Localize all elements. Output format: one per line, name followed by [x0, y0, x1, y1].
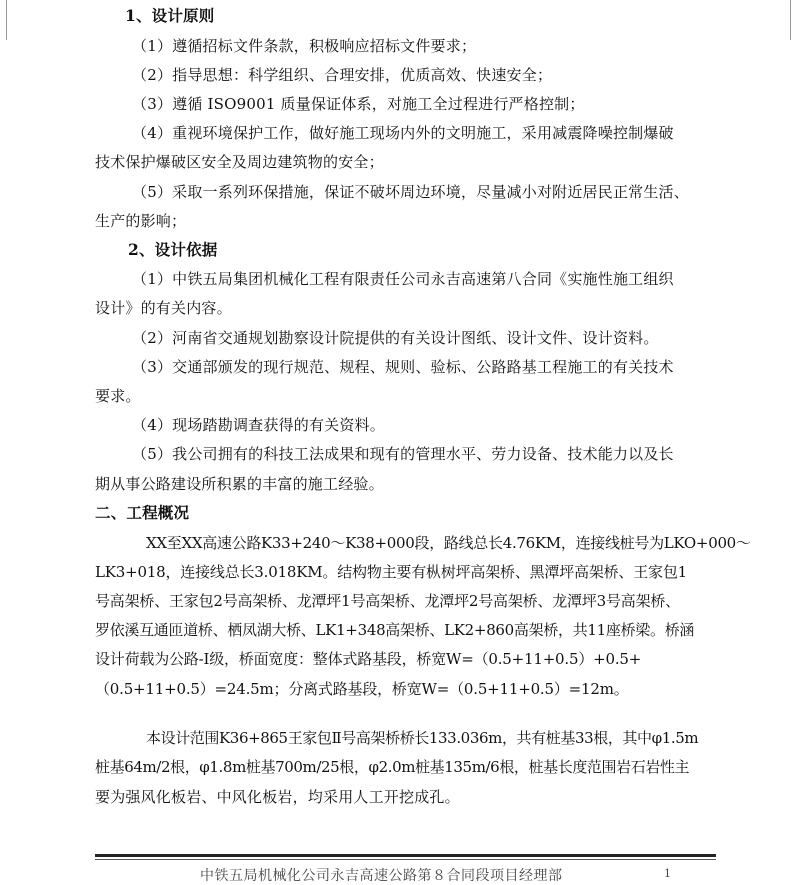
paragraph-line: 期从事公路建设所积累的丰富的施工经验。: [95, 475, 384, 493]
paragraph-line: 要求。: [95, 387, 141, 405]
paragraph-line: （1）中铁五局集团机械化工程有限责任公司永吉高速第八合同《实施性施工组织: [132, 270, 674, 288]
footer-text: 中铁五局机械化公司永吉高速公路第８合同段项目经理部: [200, 868, 563, 884]
paragraph-line: （3）交通部颁发的现行规范、规程、规则、验标、公路路基工程施工的有关技术: [132, 358, 674, 376]
paragraph-line: （5）采取一系列环保措施，保证不破坏周边环境，尽量减小对附近居民正常生活、: [132, 183, 689, 201]
paragraph-line: （4）重视环境保护工作，做好施工现场内外的文明施工，采用减震降噪控制爆破: [132, 124, 674, 142]
paragraph-line: （2）指导思想：科学组织、合理安排，优质高效、快速安全；: [132, 66, 553, 84]
paragraph-line: 设计荷载为公路-I级，桥面宽度：整体式路基段，桥宽W=（0.5+11+0.5）+0.5+: [95, 650, 642, 668]
left-margin-mark: [0, 0, 7, 40]
paragraph-line: 本设计范围K36+865王家包Ⅱ号高架桥桥长133.036m，共有桩基33根，其中φ1.5m: [146, 729, 699, 747]
paragraph-line: XX至XX高速公路K33+240～K38+000段，路线总长4.76KM，连接线桩号为LKO+000～: [146, 534, 751, 552]
paragraph-line: 设计》的有关内容。: [95, 299, 232, 317]
paragraph-line: （0.5+11+0.5）=24.5m；分离式路基段，桥宽W=（0.5+11+0.5）=12m。: [95, 680, 629, 698]
paragraph-line: （2）河南省交通规划勘察设计院提供的有关设计图纸、设计文件、设计资料。: [132, 329, 659, 347]
footer-rule: [95, 854, 716, 857]
paragraph-line: （4）现场踏勘调查获得的有关资料。: [132, 416, 385, 434]
paragraph-line: LK3+018，连接线总长3.018KM。结构物主要有枞树坪高架桥、黑潭坪高架桥、王家包1: [95, 563, 687, 581]
section-heading-design-basis: 2、设计依据: [128, 240, 218, 259]
paragraph-line: （5）我公司拥有的科技工法成果和现有的管理水平、劳力设备、技术能力以及长: [132, 445, 674, 463]
paragraph-line: （3）遵循 ISO9001 质量保证体系，对施工全过程进行严格控制；: [132, 95, 585, 113]
paragraph-line: 桩基64m/2根，φ1.8m桩基700m/25根，φ2.0m桩基135m/6根，桩基长度范围岩石岩性主: [95, 758, 690, 776]
right-margin-mark: [790, 0, 797, 40]
section-heading-design-principles: 1、设计原则: [125, 6, 215, 25]
section-heading-project-overview: 二、工程概况: [95, 503, 190, 522]
paragraph-line: （1）遵循招标文件条款，积极响应招标文件要求；: [132, 37, 477, 55]
paragraph-line: 技术保护爆破区安全及周边建筑物的安全；: [95, 153, 384, 171]
paragraph-line: 罗依溪互通匝道桥、栖凤湖大桥、LK1+348高架桥、LK2+860高架桥，共11座桥梁。桥涵: [95, 621, 695, 639]
paragraph-line: 要为强风化板岩、中风化板岩，均采用人工开挖成孔。: [95, 788, 460, 806]
page-number: 1: [664, 867, 671, 880]
paragraph-line: 号高架桥、王家包2号高架桥、龙潭坪1号高架桥、龙潭坪2号高架桥、龙潭坪3号高架桥、: [95, 592, 680, 610]
footer-rule-thin: [95, 859, 716, 860]
paragraph-line: 生产的影响；: [95, 212, 187, 230]
